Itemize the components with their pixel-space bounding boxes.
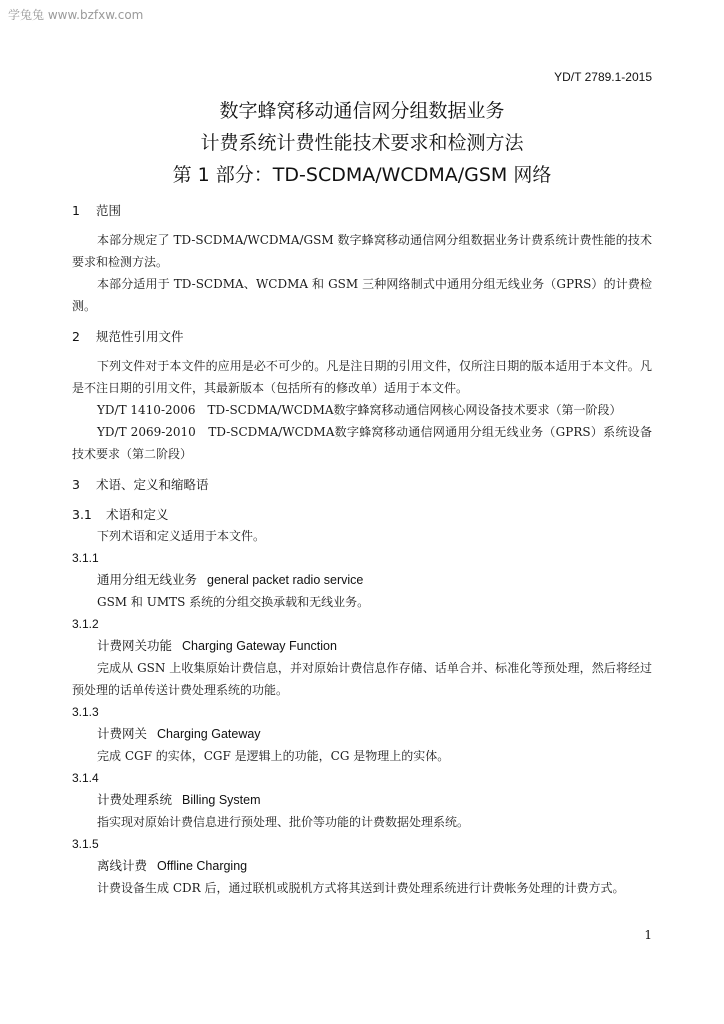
section-title: 规范性引用文件	[96, 329, 184, 344]
term-entry	[72, 855, 652, 877]
subsection-title: 术语和定义	[106, 507, 169, 522]
subsection-number: 3.1	[72, 507, 92, 522]
term-definition: GSM 和 UMTS 系统的分组交换承载和无线业务。	[97, 595, 370, 609]
scope-paragraph-2: 本部分适用于 TD-SCDMA、WCDMA 和 GSM 三种网络制式中通用分组无线业务（GPRS）的计费检测。	[72, 277, 652, 313]
section-number: 1	[72, 203, 80, 218]
term-cn: 计费网关	[97, 726, 148, 741]
term-cn: 通用分组无线业务	[97, 572, 198, 587]
term-number: 3.1.2	[72, 617, 99, 631]
term-entry	[72, 569, 652, 591]
term-en: general packet radio service	[207, 573, 364, 587]
term-en: Charging Gateway	[157, 727, 261, 741]
term-entry	[72, 723, 652, 745]
term-definition: 指实现对原始计费信息进行预处理、批价等功能的计费数据处理系统。	[97, 815, 470, 829]
section-number: 2	[72, 329, 80, 344]
term-entry	[72, 789, 652, 811]
term-entry	[72, 635, 652, 657]
section-heading-terms	[72, 475, 652, 495]
term-en: Charging Gateway Function	[182, 639, 337, 653]
subsection-heading-definitions	[72, 505, 652, 525]
term-definition: 计费设备生成 CDR 后，通过联机或脱机方式将其送到计费处理系统进行计费帐务处理的计费方式。	[97, 881, 625, 895]
scope-paragraph-1: 本部分规定了 TD-SCDMA/WCDMA/GSM 数字蜂窝移动通信网分组数据业务计费系统计费性能的技术要求和检测方法。	[72, 233, 652, 269]
definitions-intro: 下列术语和定义适用于本文件。	[97, 529, 266, 543]
reference-item: YD/T 2069-2010 TD-SCDMA/WCDMA数字蜂窝移动通信网通用分组无线业务（GPRS）系统设备技术要求（第二阶段）	[72, 425, 652, 461]
section-heading-scope	[72, 201, 652, 221]
normative-references	[72, 355, 652, 465]
term-number: 3.1.4	[72, 771, 99, 785]
document-body	[72, 201, 652, 899]
term-number: 3.1.3	[72, 705, 99, 719]
section-title: 术语、定义和缩略语	[96, 477, 209, 492]
term-en: Billing System	[182, 793, 261, 807]
section-title: 范围	[96, 203, 122, 218]
doc-title-line-3: 第 1 部分：TD-SCDMA/WCDMA/GSM 网络	[172, 164, 552, 186]
doc-title-line-1: 数字蜂窝移动通信网分组数据业务	[219, 100, 505, 122]
section-number: 3	[72, 477, 80, 492]
doc-title-line-2: 计费系统计费性能技术要求和检测方法	[200, 132, 524, 154]
term-definition: 完成从 GSN 上收集原始计费信息，并对原始计费信息作存储、话单合并、标准化等预处理，然后将经过预处理的话单传送计费处理系统的功能。	[72, 661, 652, 697]
reference-item: YD/T 1410-2006 TD-SCDMA/WCDMA数字蜂窝移动通信网核心网设备技术要求（第一阶段）	[97, 403, 622, 417]
watermark: 学兔兔 www.bzfxw.com	[8, 8, 144, 22]
normative-intro: 下列文件对于本文件的应用是必不可少的。凡是注日期的引用文件，仅所注日期的版本适用于本文件。凡是不注日期的引用文件，其最新版本（包括所有的修改单）适用于本文件。	[72, 359, 652, 395]
section-heading-normative	[72, 327, 652, 347]
term-number: 3.1.1	[72, 551, 99, 565]
term-cn: 计费网关功能	[97, 638, 173, 653]
term-definition: 完成 CGF 的实体，CGF 是逻辑上的功能，CG 是物理上的实体。	[97, 749, 450, 763]
term-number: 3.1.5	[72, 837, 99, 851]
page-number: 1	[644, 928, 652, 942]
term-cn: 离线计费	[97, 858, 148, 873]
standard-code: YD/T 2789.1-2015	[554, 70, 652, 84]
term-en: Offline Charging	[157, 859, 248, 873]
term-cn: 计费处理系统	[97, 792, 173, 807]
